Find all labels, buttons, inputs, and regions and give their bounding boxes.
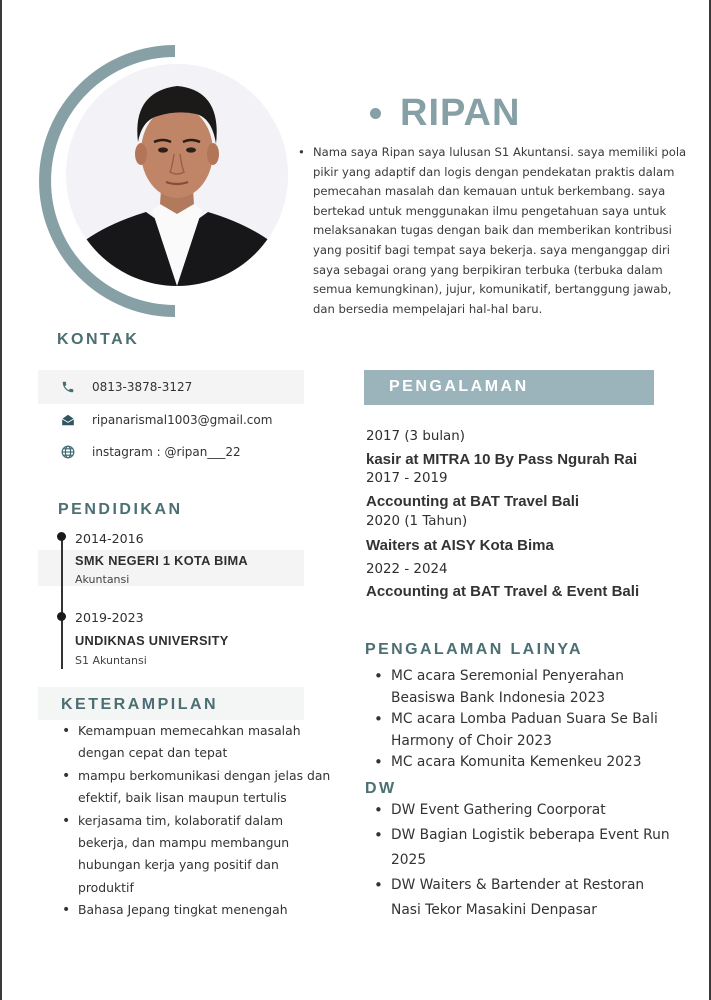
job-title: Accounting at BAT Travel Bali [366, 493, 580, 510]
contact-instagram [38, 435, 304, 469]
bullet-icon: • [298, 145, 305, 159]
profile-summary [298, 143, 688, 319]
other-experience-item: • MC acara Seremonial Penyerahan Beasiswa Bank Indonesia 2023 [374, 666, 689, 709]
skill-item: • mampu berkomunikasi dengan jelas dan efektif, baik lisan maupun tertulis [62, 765, 332, 810]
email-address[interactable]: ripanarismal1003@gmail.com [92, 413, 273, 427]
job-date: 2017 - 2019 [366, 471, 448, 486]
contact-heading: KONTAK [57, 331, 140, 348]
job-title: Accounting at BAT Travel & Event Bali [366, 583, 640, 600]
job-title: Waiters at AISY Kota Bima [366, 537, 554, 554]
other-experience-list [374, 666, 689, 774]
timeline-line [61, 536, 63, 669]
other-experience-item: • MC acara Lomba Paduan Suara Se Bali Harmony of Choir 2023 [374, 709, 689, 752]
phone-icon [60, 379, 76, 395]
contact-email [38, 403, 304, 437]
instagram-handle[interactable]: instagram : @ripan___22 [92, 445, 241, 459]
experience-heading: PENGALAMAN [389, 378, 529, 395]
job-date: 2022 - 2024 [366, 562, 448, 577]
summary-text: Nama saya Ripan saya lulusan S1 Akuntansi. saya memiliki pola pikir yang adaptif dan logis dengan pendekatan praktis dalam pemecahan masalah dan kemauan untuk berkembang. saya bertekad untuk menggunakan ilmu pengetahuan saya untuk melaksanakan tugas dengan baik dan memberikan kontribusi yang positif bagi tempat saya bekerja. saya menganggap diri saya sebagai orang yang berpikiran terbuka (terbuka dalam semua kemungkinan), jujur, komunikatif, bertanggung jawab, dan bersedia mempelajari hal-hal baru. [313, 145, 687, 316]
globe-icon [60, 444, 76, 460]
mail-icon [60, 412, 76, 428]
dw-heading: DW [365, 780, 397, 797]
timeline-dot-icon [57, 612, 66, 621]
education-school: SMK NEGERI 1 KOTA BIMA [75, 553, 248, 568]
dw-item: • DW Event Gathering Coorporat [374, 798, 674, 823]
candidate-name: RIPAN [400, 92, 521, 134]
job-date: 2020 (1 Tahun) [366, 514, 468, 529]
education-school: UNDIKNAS UNIVERSITY [75, 633, 229, 648]
skill-item: • Bahasa Jepang tingkat menengah [62, 899, 332, 921]
contact-phone [38, 370, 304, 404]
name-header [370, 92, 520, 135]
name-bullet-icon [370, 108, 381, 119]
dw-item: • DW Waiters & Bartender at Restoran Nasi Tekor Masakini Denpasar [374, 873, 674, 923]
education-major: Akuntansi [75, 573, 130, 586]
skill-item: • Kemampuan memecahkan masalah dengan cepat dan tepat [62, 720, 332, 765]
experience-heading-bar [364, 370, 654, 405]
skill-item: • kerjasama tim, kolaboratif dalam bekerja, dan mampu membangun hubungan kerja yang positif dan produktif [62, 810, 332, 900]
phone-number[interactable]: 0813-3878-3127 [92, 380, 193, 394]
profile-photo [66, 64, 288, 286]
education-heading: PENDIDIKAN [58, 501, 183, 518]
other-experience-item: • MC acara Komunita Kemenkeu 2023 [374, 752, 689, 774]
education-major: S1 Akuntansi [75, 654, 147, 667]
dw-list [374, 798, 674, 923]
skills-list [62, 720, 332, 922]
education-years: 2014-2016 [75, 531, 144, 546]
timeline-dot-icon [57, 532, 66, 541]
other-experience-heading: PENGALAMAN LAINYA [365, 641, 583, 658]
dw-item: • DW Bagian Logistik beberapa Event Run 2025 [374, 823, 674, 873]
job-date: 2017 (3 bulan) [366, 429, 465, 444]
skills-heading: KETERAMPILAN [61, 696, 219, 713]
education-years: 2019-2023 [75, 610, 144, 625]
job-title: kasir at MITRA 10 By Pass Ngurah Rai [366, 451, 638, 468]
